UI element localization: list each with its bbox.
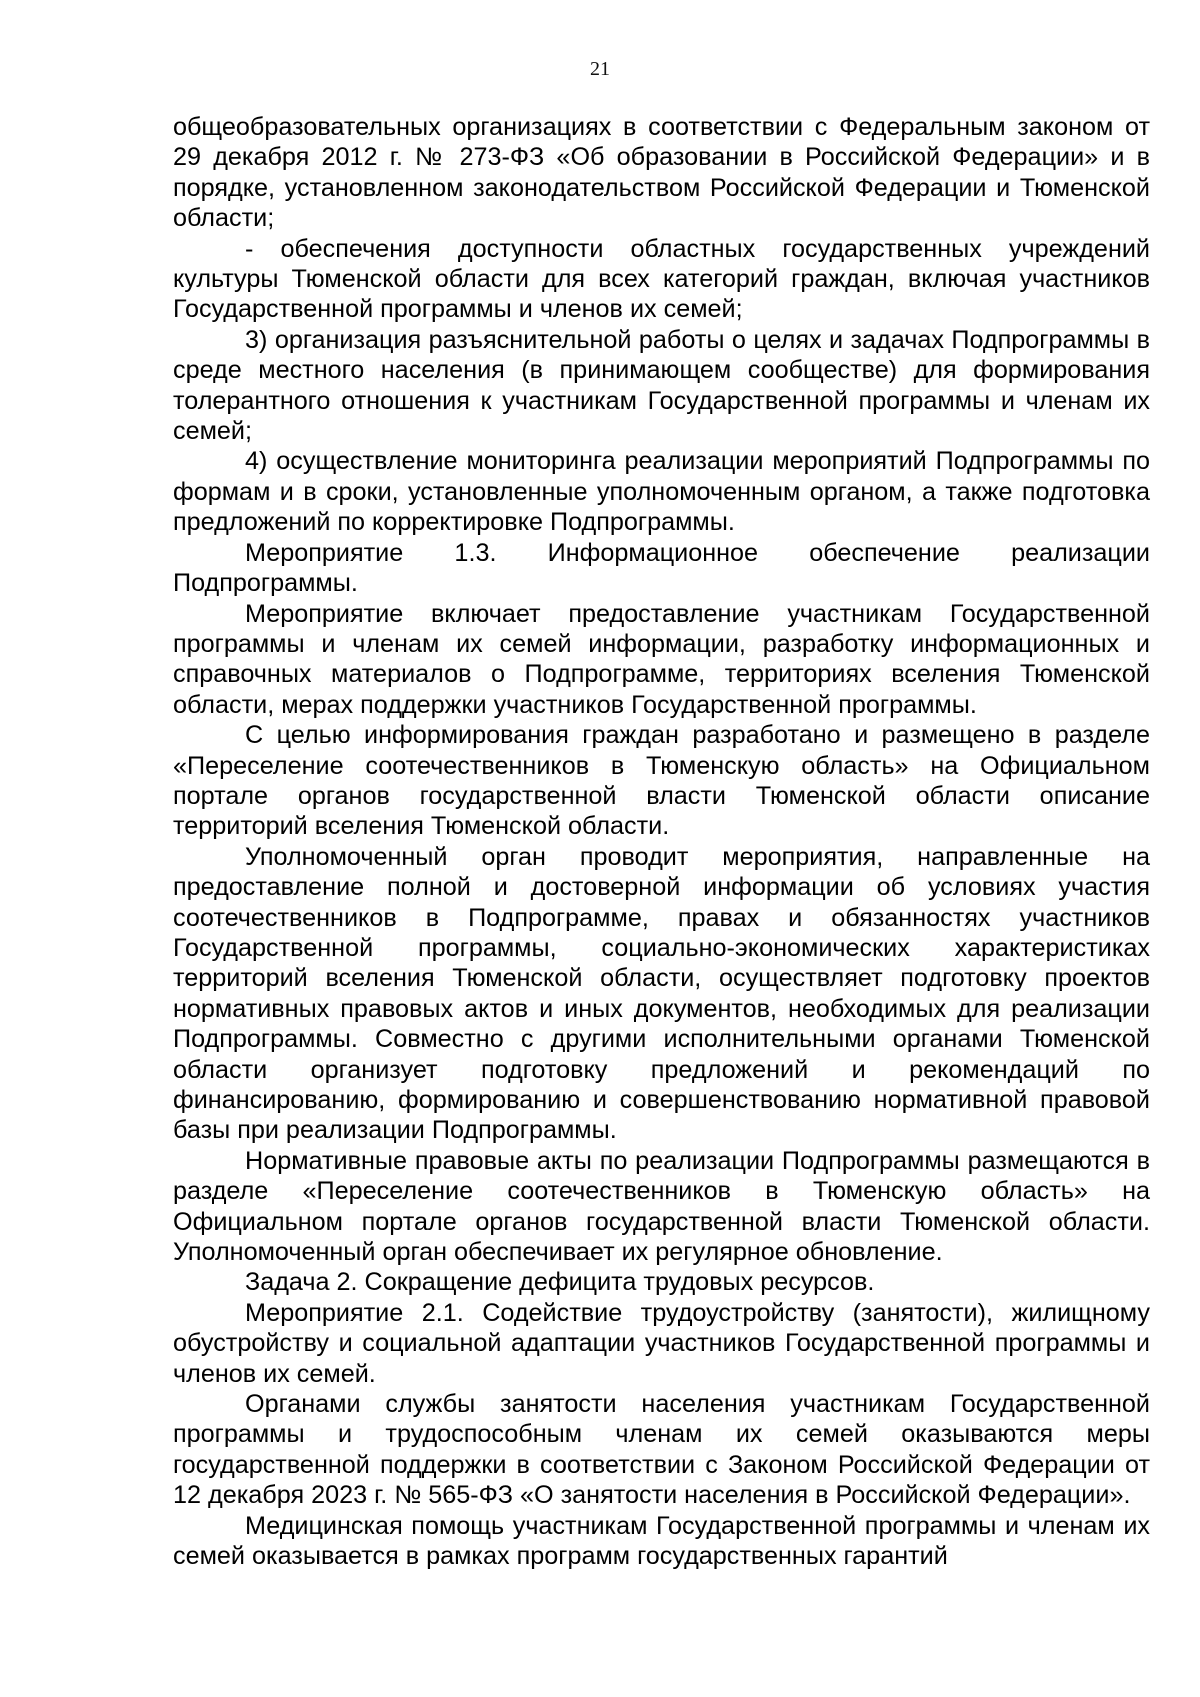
paragraph: Мероприятие включает предоставление участникам Государственной программы и членам их семей информации, разработку информационных и справочных материалов о Подпрограмме, территориях вселения Тюменской области, мерах поддержки участников Государственной программы. bbox=[173, 599, 1150, 719]
paragraph: Медицинская помощь участникам Государственной программы и членам их семей оказывается в рамках программ государственных гарантий bbox=[173, 1511, 1150, 1571]
paragraph: Уполномоченный орган проводит мероприятия, направленные на предоставление полной и достоверной информации об условиях участия соотечественников в Подпрограмме, правах и обязанностях участников Государственной программы, социально-экономических характеристиках территорий вселения Тюменской области, осуществляет подготовку проектов нормативных правовых актов и иных документов, необходимых для реализации Подпрограммы. Совместно с другими исполнительными органами Тюменской области организует подготовку предложений и рекомендаций по финансированию, формированию и совершенствованию нормативной правовой базы при реализации Подпрограммы. bbox=[173, 842, 1150, 1145]
paragraph: - обеспечения доступности областных государственных учреждений культуры Тюменской области для всех категорий граждан, включая участников Государственной программы и членов их семей; bbox=[173, 234, 1150, 324]
paragraph: Мероприятие 1.3. Информационное обеспечение реализации Подпрограммы. bbox=[173, 538, 1150, 598]
paragraph: общеобразовательных организациях в соответствии с Федеральным законом от 29 декабря 2012 г. № 273-ФЗ «Об образовании в Российской Федерации» и в порядке, установленном законодательством Российской Федерации и Тюменской области; bbox=[173, 113, 1150, 233]
task-heading: Задача 2. Сокращение дефицита трудовых ресурсов. bbox=[245, 1268, 875, 1297]
paragraph: Органами службы занятости населения участникам Государственной программы и трудоспособным членам их семей оказываются меры государственной поддержки в соответствии с Законом Российской Федерации от 12 декабря 2023 г. № 565-ФЗ «О занятости населения в Российской Федерации». bbox=[173, 1390, 1150, 1510]
paragraph: Нормативные правовые акты по реализации Подпрограммы размещаются в разделе «Переселение соотечественников в Тюменскую область» на Официальном портале органов государственной власти Тюменской области. Уполномоченный орган обеспечивает их регулярное обновление. bbox=[173, 1146, 1150, 1267]
paragraph: С целью информирования граждан разработано и размещено в разделе «Переселение соотечественников в Тюменскую область» на Официальном портале органов государственной власти Тюменской области описание территорий вселения Тюменской области. bbox=[173, 721, 1150, 841]
document-body bbox=[173, 112, 1150, 1572]
paragraph: Мероприятие 2.1. Содействие трудоустройству (занятости), жилищному обустройству и социальной адаптации участников Государственной программы и членов их семей. bbox=[173, 1298, 1150, 1388]
page-number: 21 bbox=[590, 58, 610, 80]
paragraph: 3) организация разъяснительной работы о целях и задачах Подпрограммы в среде местного населения (в принимающем сообществе) для формирования толерантного отношения к участникам Государственной программы и членам их семей; bbox=[173, 325, 1150, 446]
paragraph: 4) осуществление мониторинга реализации мероприятий Подпрограммы по формам и в сроки, установленные уполномоченным органом, а также подготовка предложений по корректировке Подпрограммы. bbox=[173, 447, 1150, 537]
